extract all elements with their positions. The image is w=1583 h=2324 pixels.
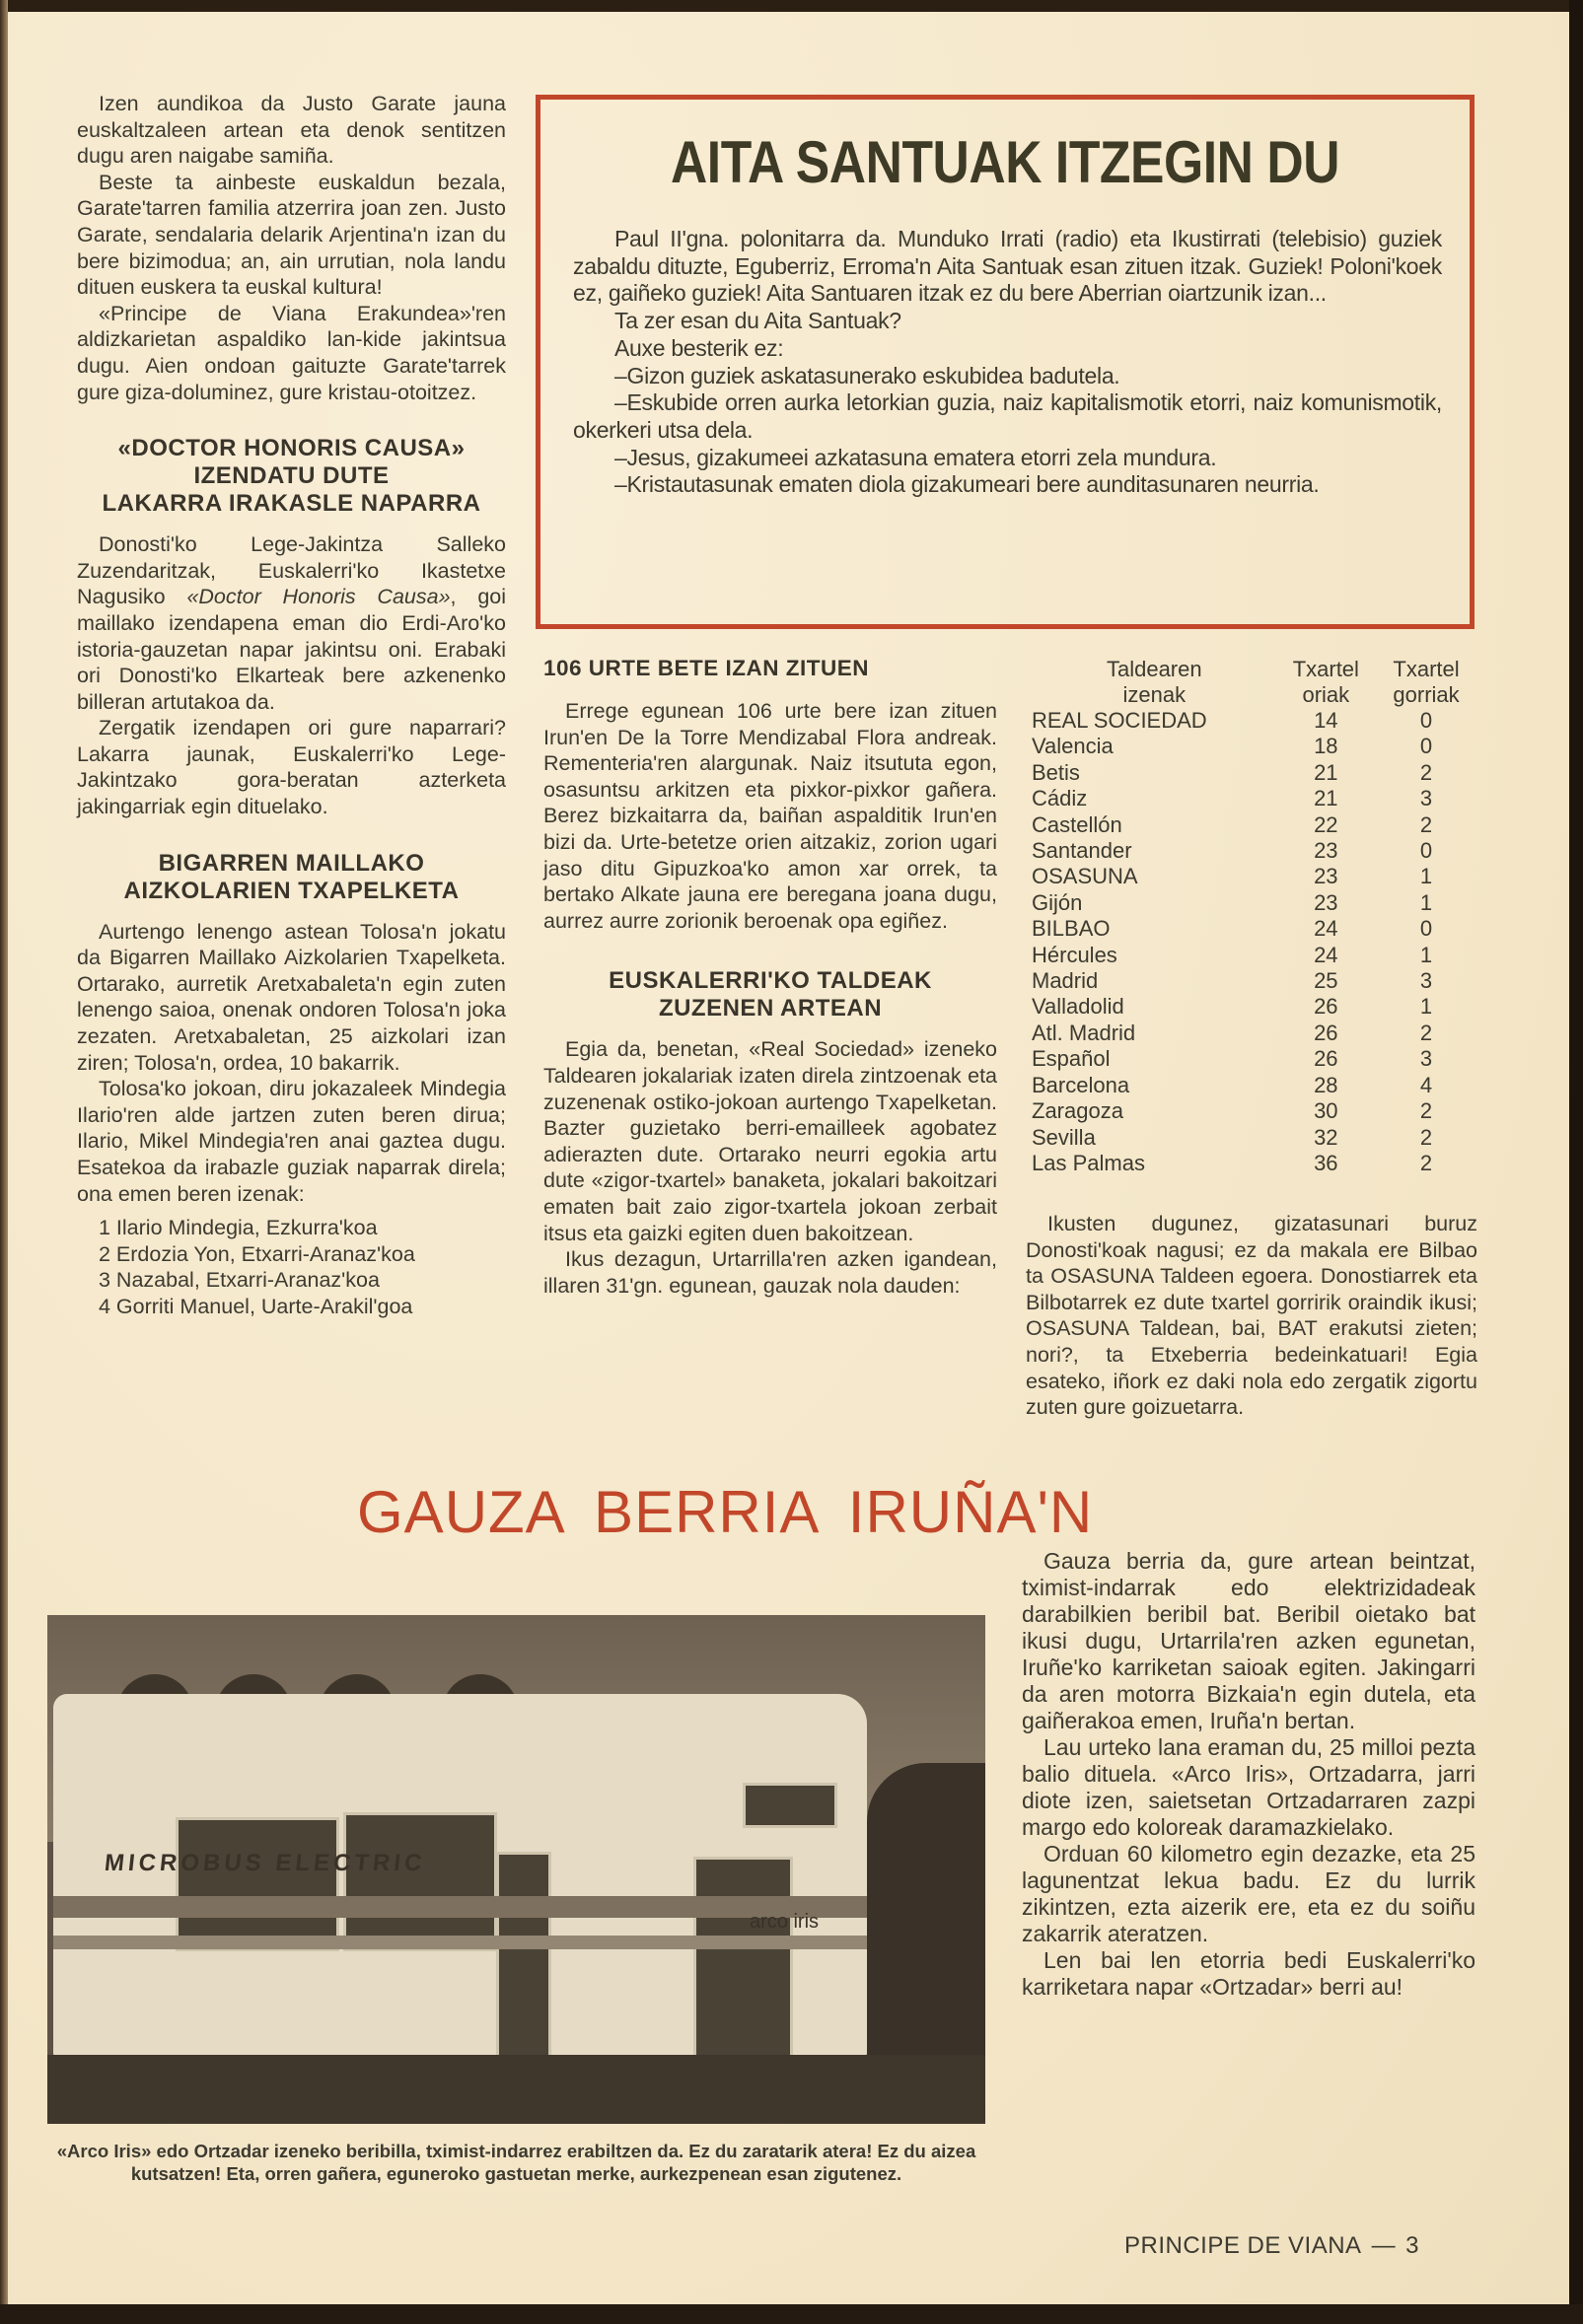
yellow-cards-cell: 25 [1314,968,1338,994]
photo-caption: «Arco Iris» edo Ortzadar izeneko beribilla, tximist-indarrez erabiltzen da. Ez du zaratarik atera! Ez du aizea kutsatzen! Eta, orren gañera, eguneroko gastuetan merke, aurkezpenean esan zigutenez. [56,2141,976,2184]
urte-heading: 106 URTE BETE IZAN ZITUEN [543,656,870,680]
doctor-paragraph-1: Donosti'ko Lege-Jakintza Salleko Zuzendaritzak, Euskalerri'ko Ikastetxe Nagusiko «Doctor Honoris Causa», goi maillako izendapena eman dio Erdi-Aro'ko istoria-gauzetan napar jakintsu oni. Erabaki ori Donosti'ko Elkarteak bere azkenenko billeran artutakoa da. [77,532,507,714]
red-cards-cell: 2 [1419,1098,1433,1124]
photo-bus-window [343,1812,497,1951]
red-cards-cell: 1 [1419,994,1433,1020]
team-cell: Betis [1032,759,1080,785]
cards-commentary [1026,1211,1477,1421]
cards-table-column [1032,657,1475,1176]
table-row [1032,734,1477,759]
doctor-honoris-heading: «DOCTOR HONORIS CAUSA» IZENDATU DUTE LAKARRA IRAKASLE NAPARRA [102,435,481,518]
team-cell: Zaragoza [1032,1098,1123,1124]
team-cell: Gijón [1032,889,1083,915]
team-cell: Valencia [1032,734,1114,759]
gauza-paragraph-2: Lau urteko lana eraman du, 25 milloi pezta balio dituela. «Arco Iris», Ortzadarra, jarri diote izen, saietsetan Ortzadarraren zazpi margo edo koloreak daramazkielako. [1022,1734,1475,1840]
cards-table [1032,657,1477,1176]
team-cell: Cádiz [1032,786,1088,811]
photo-bus-window [176,1817,339,1951]
aizkolari-paragraph-2: Tolosa'ko jokoan, diru jokazaleek Mindegia Ilario'ren alde jartzen zuten beren dirua; Ilario, Mikel Mindegia'ren anai gaztea dugu. Esatekoa da irabazle guziak naparrak direla; ona emen beren izenak: [77,1077,506,1206]
aita-santuak-title: AITA SANTUAK ITZEGIN DU [670,129,1340,195]
yellow-cards-cell: 23 [1314,889,1338,915]
red-cards-cell: 1 [1419,942,1433,967]
box-paragraph: –Gizon guziek askatasunerako eskubidea badutela. [614,362,1120,388]
table-row [1032,812,1477,838]
team-cell: Español [1032,1046,1111,1072]
table-row [1032,968,1477,994]
yellow-cards-cell: 14 [1314,708,1338,733]
table-row [1032,916,1477,942]
box-paragraph: Paul II'gna. polonitarra da. Munduko Irrati (radio) eta Ikustirrati (telebisio) guziek zabaldu dituzte, Eguberriz, Erroma'n Aita Santuak esan zituen itzak. Guziek! Poloni'koek ez, gaiñeko guziek! Aita Santuaren itzak ez du bere Aberrian oiartzunik izan... [573,226,1442,307]
team-cell: Castellón [1032,811,1122,837]
table-row [1032,1046,1477,1072]
box-paragraph: Auxe besterik ez: [614,334,784,361]
yellow-cards-cell: 36 [1314,1150,1338,1175]
page-number: 3 [1405,2232,1419,2259]
box-paragraph: –Eskubide orren aurka letorkian guzia, naiz kapitalismotik etorri, naiz komunismotik, okerkeri utsa dela. [573,389,1442,443]
table-row [1032,890,1477,916]
photo-bus-stripe [53,1936,867,1949]
box-paragraph: –Jesus, gizakumeei azkatasuna ematera etorri zela mundura. [614,444,1217,470]
taldeak-paragraph-2: Ikus dezagun, Urtarrilla'ren azken igandean, illaren 31'gn. egunean, gauzak nola dauden: [543,1247,997,1298]
yellow-cards-cell: 22 [1314,811,1338,837]
photo-bus-front-text: arco iris [750,1911,820,1933]
scan-edge-right [1569,0,1583,2324]
footer-dash: — [1371,2232,1397,2259]
cards-commentary-paragraph: Ikusten dugunez, gizatasunari buruz Donosti'koak nagusi; ez da makala ere Bilbao ta OSASUNA Taldeen egoera. Donostiarrek eta Bilbotarrek ez dute txartel gorririk oraindik ikusi; OSASUNA Taldean, bai, BAT erakutsi zieten; nori?, ta Etxeberria bedeinkatuari! Egia esateko, iñork ez daki nola edo zergatik zigortu zuten gure goizuetarra. [1026,1212,1477,1420]
red-cards-cell: 4 [1419,1072,1433,1097]
yellow-cards-cell: 18 [1314,734,1338,759]
middle-column [543,655,997,1299]
table-row [1032,864,1477,889]
garate-paragraph-2: Beste ta ainbeste euskaldun bezala, Garate'tarren familia atzerrira joan zen. Justo Garate, sendalaria delarik Arjentina'n izan du bere bizimodua; an, ain urrutian, nola landu dituen euskera ta euskal kultura! [77,170,506,300]
yellow-cards-cell: 24 [1314,942,1338,967]
garate-paragraph-3: «Principe de Viana Erakundea»'ren aldizkarietan aspaldiko lan-kide jakintsua dugu. Aien ondoan gaituzte Garate'tarrek gure giza-doluminez, gure kristau-otoitzez. [77,301,506,404]
table-row [1032,994,1477,1020]
yellow-cards-cell: 32 [1314,1124,1338,1150]
aizkolari-heading: BIGARREN MAILLAKO AIZKOLARIEN TXAPELKETA [123,849,460,904]
yellow-cards-cell: 28 [1314,1072,1338,1097]
header-red: Txartel gorriak [1393,657,1460,707]
header-team: Taldearen izenak [1106,657,1202,707]
gauza-berria-headline: GAUZA BERRIA IRUÑA'N [357,1479,1094,1545]
red-cards-cell: 0 [1419,734,1433,759]
team-cell: Barcelona [1032,1072,1130,1097]
yellow-cards-cell: 24 [1314,916,1338,942]
table-header-row [1032,657,1477,708]
scan-edge-top [0,0,1583,12]
yellow-cards-cell: 30 [1314,1098,1338,1124]
team-cell: REAL SOCIEDAD [1032,708,1207,733]
box-paragraph: Ta zer esan du Aita Santuak? [614,308,901,334]
red-cards-cell: 1 [1419,889,1433,915]
table-row [1032,708,1477,734]
table-row [1032,1098,1477,1124]
photo-ground [47,2055,985,2124]
scan-edge-left [0,0,8,2324]
header-yellow: Txartel oriak [1292,657,1359,707]
aita-santuak-box [536,95,1475,629]
red-cards-cell: 0 [1419,708,1433,733]
table-row [1032,1125,1477,1151]
red-cards-cell: 3 [1419,968,1433,994]
red-cards-cell: 2 [1419,1150,1433,1175]
red-cards-cell: 2 [1419,759,1433,785]
team-cell: Hércules [1032,942,1117,967]
gauza-paragraph-1: Gauza berria da, gure artean beintzat, tximist-indarrak edo elektrizidadeak darabilkien beribil bat. Beribil oietako bat ikusi dugu, Urtarrila'ren azken egunetan, Iruñe'ko karriketan saioak egiten. Jakingarri da aren motorra Bizkaia'n egin dutela, eta gaiñerakoa emen, Iruña'n bertan. [1022,1548,1475,1733]
garate-paragraph-1: Izen aundikoa da Justo Garate jauna euskaltzaleen artean eta denok sentitzen dugu aren naigabe samiña. [77,92,506,169]
left-column [77,91,506,1320]
team-cell: Sevilla [1032,1124,1096,1150]
winner-3: 3 Nazabal, Etxarri-Aranaz'koa [99,1268,380,1293]
taldeak-heading: EUSKALERRI'KO TALDEAK ZUZENEN ARTEAN [609,967,932,1022]
scan-edge-bottom [0,2304,1583,2324]
table-row [1032,838,1477,864]
winner-4: 4 Gorriti Manuel, Uarte-Arakil'goa [99,1294,413,1318]
yellow-cards-cell: 26 [1314,994,1338,1020]
yellow-cards-cell: 23 [1314,838,1338,864]
photo-bus-side-text: MICROBUS ELECTRIC [103,1850,427,1876]
photo-bus-sign [743,1783,837,1828]
winner-2: 2 Erdozia Yon, Etxarri-Aranaz'koa [99,1241,415,1266]
team-cell: Santander [1032,838,1132,864]
team-cell: Valladolid [1032,994,1124,1020]
red-cards-cell: 2 [1419,811,1433,837]
electric-bus-photo [47,1615,985,2124]
yellow-cards-cell: 21 [1314,759,1338,785]
red-cards-cell: 2 [1419,1124,1433,1150]
table-row [1032,760,1477,786]
table-row [1032,1151,1477,1176]
red-cards-cell: 0 [1419,838,1433,864]
table-row [1032,943,1477,968]
aita-santuak-body [573,226,1442,499]
winner-1: 1 Ilario Mindegia, Ezkurra'koa [99,1216,378,1240]
yellow-cards-cell: 23 [1314,864,1338,889]
team-cell: BILBAO [1032,916,1111,942]
red-cards-cell: 2 [1419,1020,1433,1045]
page-footer [1124,2232,1419,2260]
team-cell: Las Palmas [1032,1150,1145,1175]
aizkolari-paragraph-1: Aurtengo lenengo astean Tolosa'n jokatu da Bigarren Maillako Aizkolarien Txapelketa. Ortarako, aurretik Aretxabaleta'n egin zuten lenengo saioa, onenak ondoren Tolosa'n joka zezaten. Aretxabaletan, 25 aizkolari izan ziren; Tolosa'n, ordea, 10 bakarrik. [77,919,506,1075]
red-cards-cell: 1 [1419,864,1433,889]
table-row [1032,1021,1477,1046]
photo-bus-stripe [53,1896,867,1918]
team-cell: Atl. Madrid [1032,1020,1136,1045]
red-cards-cell: 3 [1419,786,1433,811]
yellow-cards-cell: 26 [1314,1046,1338,1072]
yellow-cards-cell: 21 [1314,786,1338,811]
team-cell: OSASUNA [1032,864,1138,889]
table-row [1032,1073,1477,1098]
red-cards-cell: 3 [1419,1046,1433,1072]
gauza-paragraph-3: Orduan 60 kilometro egin dezazke, eta 25 lagunentzat lekua badu. Ez du lurrik zikintzen, ezta aizerik ere, eta ez du soiñu zakarrik ateratzen. [1022,1841,1475,1946]
red-cards-cell: 0 [1419,916,1433,942]
box-paragraph: –Kristautasunak ematen diola gizakumeari bere aunditasunaren neurria. [614,471,1320,498]
gauza-article-body [1022,1548,1475,2001]
table-row [1032,786,1477,811]
gauza-paragraph-4: Len bai len etorria bedi Euskalerri'ko karriketara napar «Ortzadar» berri au! [1022,1947,1475,2000]
urte-paragraph: Errege egunean 106 urte bere izan zituen Irun'en De la Torre Mendizabal Flora andreak. Rementeria'ren alargunak. Naiz itsututa egon, osasuntsu arkitzen eta pixkor-pixkor gañera. Berez bizkaitarra da, baiñan aspalditik Irun'en bizi da. Urte-betetze orien aitzakiz, zorion ugari jaso ditu Gipuzkoa'ko amon xar orrek, ta bertako Alkate jauna ere beregana joana dugu, aurrez aurre zorionik beroenak opa egiñez. [543,699,997,933]
publication-name: PRINCIPE DE VIANA [1124,2232,1362,2259]
yellow-cards-cell: 26 [1314,1020,1338,1045]
team-cell: Madrid [1032,968,1099,994]
taldeak-paragraph-1: Egia da, benetan, «Real Sociedad» izeneko Taldearen jokalariak izaten direla zintzoenak eta zuzenenak ostiko-jokoan aurtengo Txapelketan. Bazter guzietako berri-emailleek agobatez adierazten dute. Ortarako neurri egokia artu dute «zigor-txartel» banaketa, jokalari bakoitzari ematen bait zaio zigor-txartela jokoan zerbait itsus eta gaizki egiten duen bakoitzean. [543,1037,997,1245]
doctor-paragraph-2: Zergatik izendapen ori gure naparrari? Lakarra jaunak, Euskalerri'ko Lege-Jakintzako gora-beratan azterketa jakingarriak egin dituelako. [77,716,506,819]
